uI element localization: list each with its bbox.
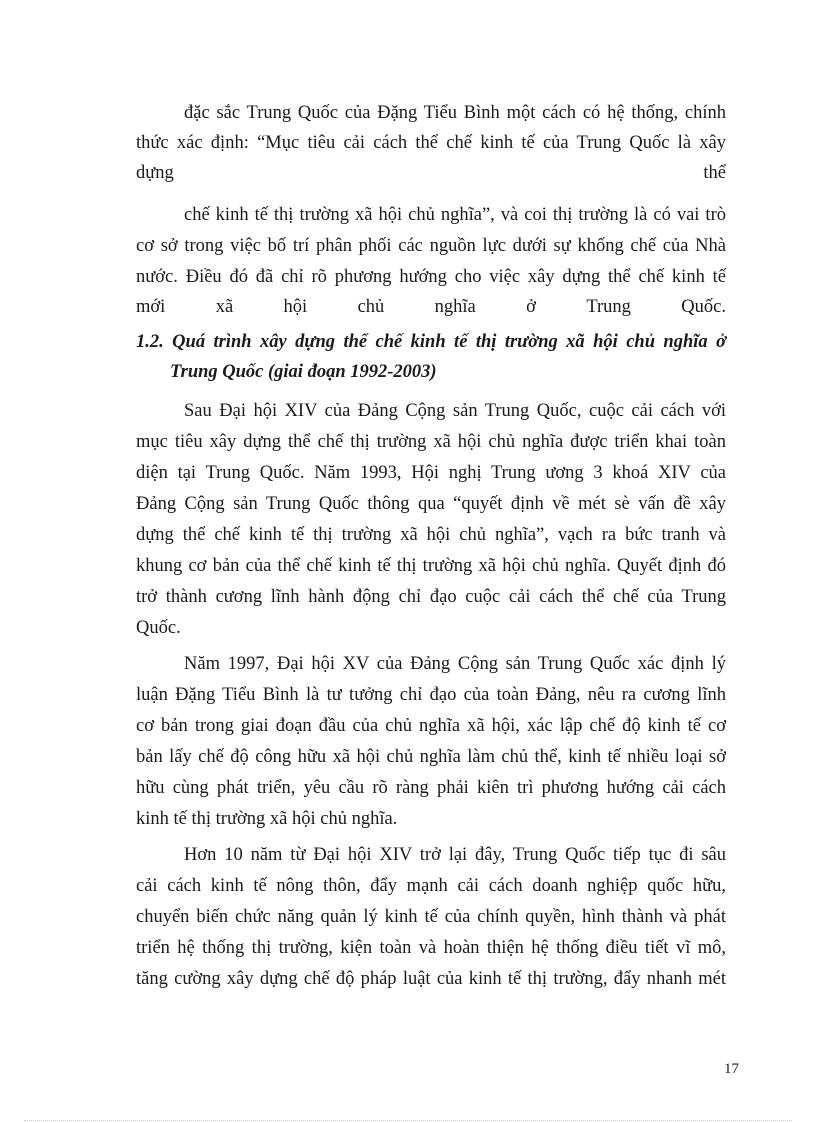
body-text-line — [136, 161, 726, 185]
body-text-line: chế kinh tế thị trường xã hội chủ nghĩa”, và coi thị trường là có vai trò — [184, 205, 726, 225]
body-text-line: cải cách kinh tế nông thôn, đẩy mạnh cải cách doanh nghiệp quốc hữu, — [136, 876, 726, 896]
line-word: xã — [215, 297, 234, 317]
line-word: thể — [703, 163, 726, 183]
body-text-line: cơ bản trong giai đoạn đầu của chủ nghĩa xã hội, xác lập chế độ kinh tế cơ — [136, 716, 726, 736]
footer-divider — [24, 1120, 792, 1121]
line-word: Trung — [586, 297, 631, 317]
body-text-line: luận Đặng Tiểu Bình là tư tưởng chỉ đạo của toàn Đảng, nêu ra cương lĩnh — [136, 685, 726, 705]
body-text-line: tăng cường xây dựng chế độ pháp luật của kinh tế thị trường, đẩy nhanh mét — [136, 969, 726, 989]
line-word: mới — [136, 297, 166, 317]
body-text-line: Đảng Cộng sản Trung Quốc thông qua “quyết định về mét sè vấn đề xây — [136, 494, 726, 514]
body-text-line: Hơn 10 năm từ Đại hội XIV trở lại đây, Trung Quốc tiếp tục đi sâu — [184, 845, 726, 865]
line-word: chủ — [357, 297, 385, 317]
body-text-line: triển hệ thống thị trường, kiện toàn và hoàn thiện hệ thống điều tiết vĩ mô, — [136, 938, 726, 958]
section-heading: 1.2. Quá trình xây dựng thể chế kinh tế thị trường xã hội chủ nghĩa ở — [136, 332, 726, 352]
body-text-line: thức xác định: “Mục tiêu cải cách thể chế kinh tế của Trung Quốc là xây — [136, 133, 726, 153]
body-text-line: trở thành cương lĩnh hành động chỉ đạo cuộc cải cách thể chế của Trung — [136, 587, 726, 607]
body-text-line: hữu cùng phát triển, yêu cầu rõ ràng phải kiên trì phương hướng cải cách — [136, 778, 726, 798]
line-word: ở — [526, 297, 536, 317]
body-text-line: nước. Điều đó đã chỉ rõ phương hướng cho việc xây dựng thể chế kinh tế — [136, 267, 726, 287]
line-word: dựng — [136, 163, 174, 183]
body-text-line: khung cơ bản của thể chế kinh tế thị trường xã hội chủ nghĩa. Quyết định đó — [136, 556, 726, 576]
line-word: hội — [283, 297, 308, 317]
body-text-line: diện tại Trung Quốc. Năm 1993, Hội nghị Trung ương 3 khoá XIV của — [136, 463, 726, 483]
body-text-line: Năm 1997, Đại hội XV của Đảng Cộng sản Trung Quốc xác định lý — [184, 654, 726, 674]
body-text-line: bản lấy chế độ công hữu xã hội chủ nghĩa làm chủ thể, kinh tế nhiều loại sở — [136, 747, 726, 767]
body-text-line: mục tiêu xây dựng thể chế thị trường xã hội chủ nghĩa được triển khai toàn — [136, 432, 726, 452]
body-text-line: đặc sắc Trung Quốc của Đặng Tiểu Bình một cách có hệ thống, chính — [184, 103, 726, 123]
body-text-line: Sau Đại hội XIV của Đảng Cộng sản Trung Quốc, cuộc cải cách với — [184, 401, 726, 421]
body-text-line — [136, 295, 726, 319]
body-text-line: dựng thể chế kinh tế thị trường xã hội chủ nghĩa”, vạch ra bức tranh và — [136, 525, 726, 545]
body-text-line: cơ sở trong việc bố trí phân phối các nguồn lực dưới sự khống chế của Nhà — [136, 236, 726, 256]
body-text-line: kinh tế thị trường xã hội chủ nghĩa. — [136, 809, 398, 829]
section-heading-continuation: Trung Quốc (giai đoạn 1992-2003) — [170, 362, 437, 382]
body-text-line: chuyển biến chức năng quản lý kinh tế của chính quyền, hình thành và phát — [136, 907, 726, 927]
page-number: 17 — [724, 1061, 739, 1077]
line-word: Quốc. — [681, 297, 726, 317]
line-word: nghĩa — [434, 297, 476, 317]
body-text-line: Quốc. — [136, 618, 181, 638]
